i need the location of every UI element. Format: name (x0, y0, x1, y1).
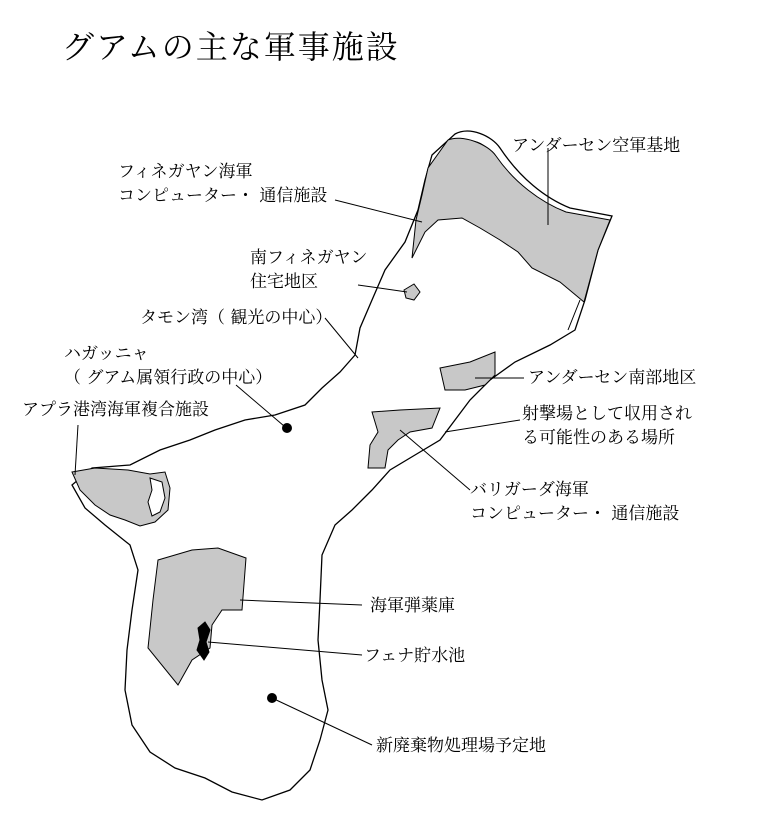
label-new-landfill: 新廃棄物処理場予定地 (376, 736, 546, 756)
label-hagatna-line2: （ グアム属領行政の中心） (64, 368, 273, 388)
label-firing-range-line1: 射撃場として収用され (522, 404, 692, 424)
label-naval-magazine: 海軍弾薬庫 (370, 596, 455, 616)
label-barrigada-line2: コンピューター・ 通信施設 (470, 504, 680, 524)
label-finegayan-comm-line2: コンピューター・ 通信施設 (118, 186, 328, 206)
label-barrigada-line1: バリガーダ海軍 (470, 480, 589, 500)
label-firing-range-line2: る可能性のある場所 (522, 428, 675, 448)
hagatna-dot (282, 423, 292, 433)
label-apra-harbor: アプラ港湾海軍複合施設 (22, 400, 209, 420)
label-south-finegayan-line2: 住宅地区 (250, 272, 318, 292)
label-andersen-afb: アンダーセン空軍基地 (512, 136, 681, 156)
label-finegayan-comm-line1: フィネガヤン海軍 (118, 162, 253, 182)
label-hagatna-line1: ハガッニャ (64, 344, 149, 364)
label-andersen-south: アンダーセン南部地区 (528, 368, 697, 388)
label-south-finegayan-line1: 南フィネガヤン (250, 248, 368, 268)
label-tumon-bay: タモン湾（ 観光の中心） (140, 308, 333, 328)
label-fena-reservoir: フェナ貯水池 (364, 646, 466, 666)
map-title: グアムの主な軍事施設 (62, 28, 400, 66)
